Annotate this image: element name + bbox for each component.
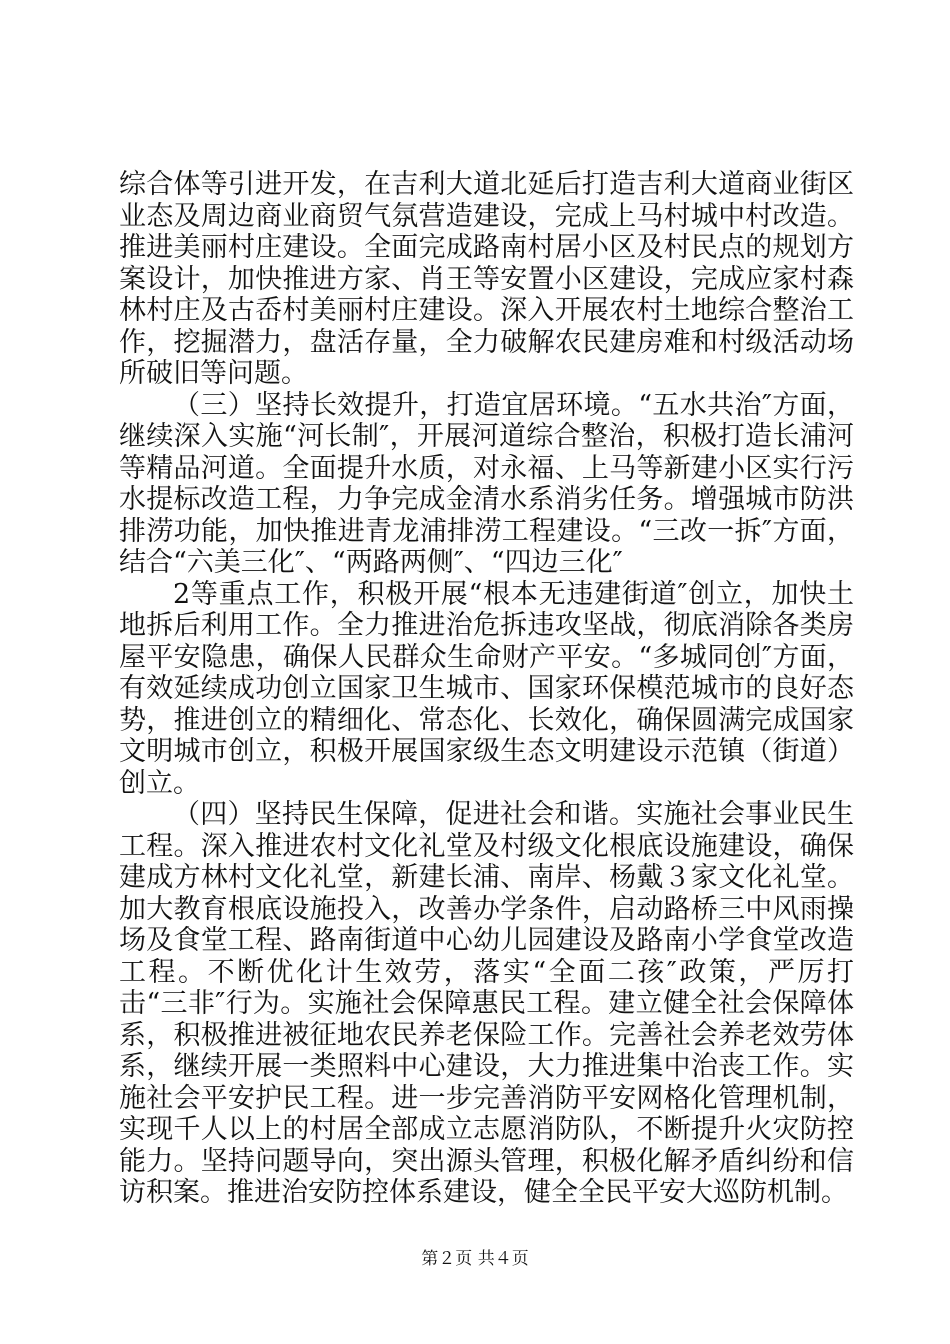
paragraph-2: （三）坚持长效提升，打造宜居环境。“五水共治″方面，继续深入实施“河长制″，开展河道综合整治，积极打造长浦河等精品河道。全面提升水质，对永福、上马等新建小区实行污水提标改造工程，力争完成金清水系消劣任务。增强城市防洪排涝功能，加快推进青龙浦排涝工程建设。“三改一拆″方面，结合“六美三化″、“两路两侧″、“四边三化″ — [119, 389, 854, 578]
document-body — [119, 169, 854, 1209]
paragraph-1: 综合体等引进开发，在吉利大道北延后打造吉利大道商业街区业态及周边商业商贸气氛营造建设，完成上马村城中村改造。推进美丽村庄建设。全面完成路南村居小区及村民点的规划方案设计，加快推进方家、肖王等安置小区建设，完成应家村森林村庄及古岙村美丽村庄建设。深入开展农村土地综合整治工作，挖掘潜力，盘活存量，全力破解农民建房难和村级活动场所破旧等问题。 — [119, 169, 854, 389]
paragraph-4: （四）坚持民生保障，促进社会和谐。实施社会事业民生工程。深入推进农村文化礼堂及村级文化根底设施建设，确保建成方林村文化礼堂，新建长浦、南岸、杨戴３家文化礼堂。加大教育根底设施投入，改善办学条件，启动路桥三中风雨操场及食堂工程、路南街道中心幼儿园建设及路南小学食堂改造工程。不断优化计生效劳，落实“全面二孩″政策，严厉打击“三非″行为。实施社会保障惠民工程。建立健全社会保障体系，积极推进被征地农民养老保险工作。完善社会养老效劳体系，继续开展一类照料中心建设，大力推进集中治丧工作。实施社会平安护民工程。进一步完善消防平安网格化管理机制，实现千人以上的村居全部成立志愿消防队，不断提升火灾防控能力。坚持问题导向，突出源头管理，积极化解矛盾纠纷和信访积案。推进治安防控体系建设，健全全民平安大巡防机制。 — [119, 799, 854, 1208]
page-number-footer: 第２页 共４页 — [421, 1249, 529, 1269]
paragraph-3: 2等重点工作，积极开展“根本无违建街道″创立，加快土地拆后利用工作。全力推进治危拆违攻坚战，彻底消除各类房屋平安隐患，确保人民群众生命财产平安。“多城同创″方面，有效延续成功创立国家卫生城市、国家环保模范城市的良好态势，推进创立的精细化、常态化、长效化，确保圆满完成国家文明城市创立，积极开展国家级生态文明建设示范镇（街道）创立。 — [119, 578, 854, 799]
